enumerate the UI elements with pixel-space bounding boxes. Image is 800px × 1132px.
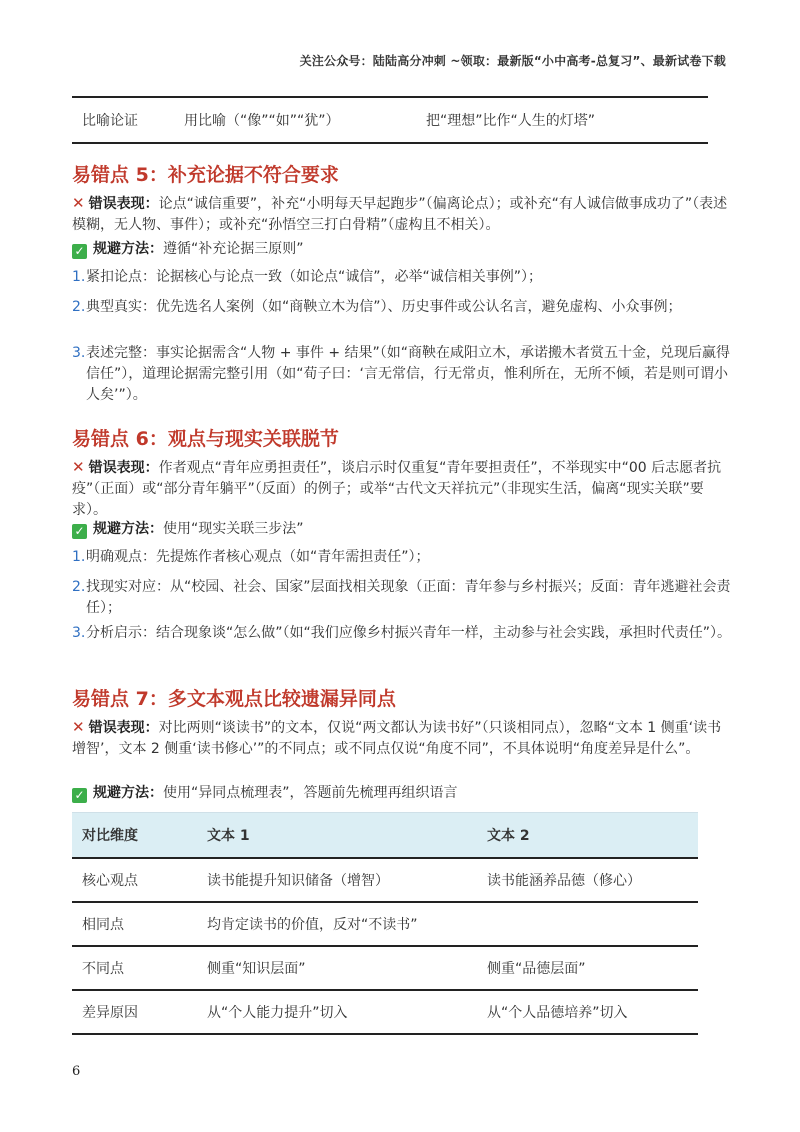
fix-text: 使用“异同点梳理表”，答题前先梳理再组织语言 [163,785,458,801]
table-header: 文本 1 [197,813,477,859]
table-cell: 相同点 [72,902,197,946]
page-number: 6 [72,1064,81,1079]
fix-label: 规避方法： [93,521,163,537]
error-text: 论点“诚信重要”，补充“小明每天早起跑步”（偏离论点）；或补充“有人诚信做事成功了”（表述模糊，无人物、事件）；或补充“孙悟空三打白骨精”（虚构且不相关）。 [72,196,728,233]
section-5-title: 易错点 5：补充论据不符合要求 [72,164,339,186]
table-cell: 从“个人品德培养”切入 [477,990,698,1034]
cell-method: 比喻论证 [82,113,138,129]
cross-mark-icon: ✕ [72,194,85,212]
list-item: 3. 分析启示：结合现象谈“怎么做”（如“我们应像乡村振兴青年一样，主动参与社会实践，承担时代责任”）。 [72,625,732,641]
check-mark-icon: ✓ [72,788,87,803]
list-item: 1. 紧扣论点：论据核心与论点一致（如论点“诚信”，必举“诚信相关事例”）； [72,269,543,285]
table-cell: 读书能涵养品德（修心） [477,858,698,902]
table-cell: 读书能提升知识储备（增智） [197,858,477,902]
error-text: 作者观点“青年应勇担责任”，谈启示时仅重复“青年要担责任”，不举现实中“00 后志愿者抗疫”（正面）或“部分青年躺平”（反面）的例子；或举“古代文天祥抗元”（非现实生活，偏离“现实关联”要求）。 [72,460,722,518]
table-cell: 核心观点 [72,858,197,902]
check-mark-icon: ✓ [72,244,87,259]
error-label: 错误表现： [88,196,159,212]
section-5-error [72,193,732,236]
section-5-fix [72,239,732,260]
page-header: 关注公众号：陆陆高分冲刺 ~领取：最新版“小中高考-总复习”、最新试卷下载 [299,54,726,68]
error-text: 对比两则“谈读书”的文本，仅说“两文都认为读书好”（只谈相同点），忽略“文本 1 侧重‘读书增智’，文本 2 侧重‘读书修心’”的不同点；或不同点仅说“角度不同”，不具体说明“角度差异是什么”。 [72,720,722,757]
list-item: 3. 表述完整：事实论据需含“人物 + 事件 + 结果”（如“商鞅在咸阳立木，承诺搬木者赏五十金，兑现后赢得信任”），道理论据需完整引用（如“荀子曰：‘言无常信，行无常贞，惟利所在，无所不倾，若是则可谓小人矣’”）。 [72,345,731,403]
table-row [72,946,698,990]
list-item: 2. 典型真实：优先选名人案例（如“商鞅立木为信”）、历史事件或公认名言，避免虚构、小众事例； [72,299,682,315]
error-label: 错误表现： [88,720,159,736]
table-row [72,858,698,902]
table-header: 文本 2 [477,813,698,859]
table-cell: 不同点 [72,946,197,990]
check-mark-icon: ✓ [72,524,87,539]
previous-table-row [72,96,708,144]
table-cell: 侧重“知识层面” [197,946,477,990]
section-7-fix [72,783,732,804]
fix-text: 使用“现实关联三步法” [163,521,304,537]
section-6-error [72,457,732,521]
comparison-table [72,812,698,1035]
table-cell: 均肯定读书的价值，反对“不读书” [197,902,477,946]
section-6-title: 易错点 6：观点与现实关联脱节 [72,428,339,450]
section-7-error [72,717,732,760]
cell-definition: 用比喻（“像”“如”“犹”） [184,113,340,129]
section-6-fix [72,519,732,540]
table-cell [477,902,698,946]
cross-mark-icon: ✕ [72,718,85,736]
table-row [72,902,698,946]
list-item: 2. 找现实对应：从“校园、社会、国家”层面找相关现象（正面：青年参与乡村振兴；反面：青年逃避社会责任）； [72,579,731,616]
table-header: 对比维度 [72,813,197,859]
table-cell: 侧重“品德层面” [477,946,698,990]
fix-text: 遵循“补充论据三原则” [163,241,304,257]
cell-example: 把“理想”比作“人生的灯塔” [426,113,596,129]
table-header-row [72,813,698,859]
section-7-title: 易错点 7：多文本观点比较遗漏异同点 [72,688,396,710]
fix-label: 规避方法： [93,241,163,257]
list-item: 1. 明确观点：先提炼作者核心观点（如“青年需担责任”）； [72,549,430,565]
table-cell: 差异原因 [72,990,197,1034]
fix-label: 规避方法： [93,785,163,801]
table-cell: 从“个人能力提升”切入 [197,990,477,1034]
table-row [72,990,698,1034]
cross-mark-icon: ✕ [72,458,85,476]
error-label: 错误表现： [88,460,159,476]
